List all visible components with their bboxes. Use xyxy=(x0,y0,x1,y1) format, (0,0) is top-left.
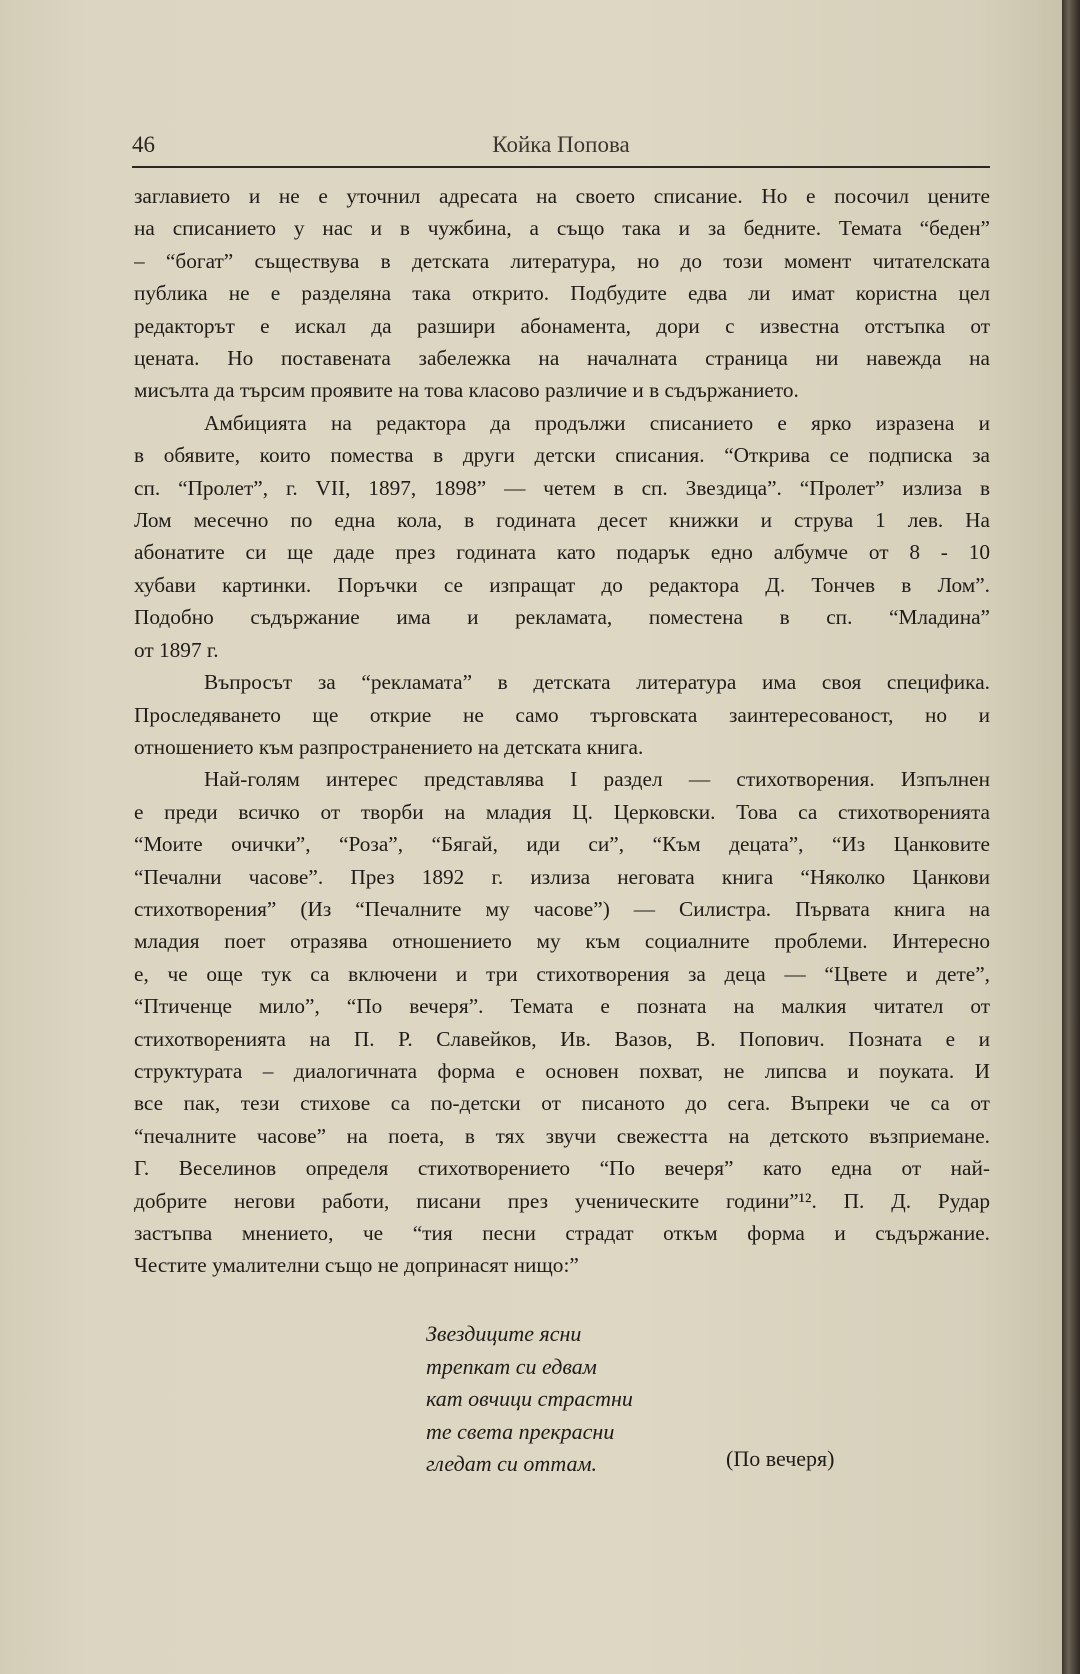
text-line: абонатите си ще даде през годината като подарък едно албумче от 8 - 10 xyxy=(134,540,990,565)
text-line: Проследяването ще открие не само търговската заинтересованост, но и xyxy=(134,702,990,727)
text-line: редакторът е искал да разшири абонамента, дори с известна отстъпка от xyxy=(134,313,990,338)
page-number: 46 xyxy=(132,132,155,157)
text-line: от 1897 г. xyxy=(134,637,219,662)
text-line: Г. Веселинов определя стихотворението “По вечеря” като една от най- xyxy=(134,1156,990,1181)
text-line: заглавието и не е уточнил адресата на своето списание. Но е посочил цените xyxy=(134,184,990,208)
text-line: добрите негови работи, писани през ученическите години”¹². П. Д. Рудар xyxy=(134,1188,990,1213)
paragraph xyxy=(134,666,990,763)
text-line: “печалните часове” на поета, в тях звучи свежестта на детското възприемане. xyxy=(134,1123,990,1148)
text-line: цената. Но поставената забележка на началната страница ни навежда на xyxy=(134,346,990,371)
text-line: “Моите очички”, “Роза”, “Бягай, иди си”, “Към децата”, “Из Цанковите xyxy=(134,832,990,857)
text-line: – “богат” съществува в детската литература, но до този момент читателската xyxy=(134,248,990,273)
text-line: хубави картинки. Поръчки се изпращат до редактора Д. Тончев в Лом”. xyxy=(134,572,990,597)
text-line: публика не е разделяна така открито. Подбудите едва ли имат користна цел xyxy=(134,281,990,306)
poem-line: те света прекрасни xyxy=(426,1418,615,1444)
text-line: “Птиченце мило”, “По вечеря”. Темата е позната на малкия читател от xyxy=(134,994,990,1019)
text-line: застъпва мнението, че “тия песни страдат откъм форма и съдържание. xyxy=(134,1221,990,1245)
poem-line: трепкат си едвам xyxy=(426,1353,597,1379)
text-line: е преди всичко от творби на младия Ц. Церковски. Това са стихотворенията xyxy=(134,799,990,824)
text-line: младия поет отразява отношението му към социалните проблеми. Интересно xyxy=(134,929,990,954)
text-line: стихотворенията на П. Р. Славейков, Ив. Вазов, В. Попович. Позната е и xyxy=(134,1026,990,1051)
text-line: отношението към разпространението на детската книга. xyxy=(134,734,644,759)
text-line: на списанието у нас и в чужбина, а също така и за бедните. Темата “беден” xyxy=(134,216,990,241)
text-line: стихотворения” (Из “Печалните му часове”) — Силистра. Първата книга на xyxy=(134,896,990,921)
text-line: сп. “Пролет”, г. VII, 1897, 1898” — четем в сп. Звездица”. “Пролет” излиза в xyxy=(134,475,990,500)
text-line: Амбицията на редактора да продължи списанието е ярко изразена и xyxy=(204,410,990,435)
text-line: е, че още тук са включени и три стихотворения за деца — “Цвете и дете”, xyxy=(134,961,990,986)
text-line: Най-голям интерес представлява I раздел — стихотворения. Изпълнен xyxy=(204,767,990,792)
text-line: “Печални часове”. През 1892 г. излиза неговата книга “Няколко Цанкови xyxy=(134,864,990,889)
paragraph xyxy=(134,407,990,666)
page-header xyxy=(132,132,990,168)
text-line: все пак, тези стихове са по-детски от писаното до сега. Въпреки че са от xyxy=(134,1091,990,1116)
poem-line: Звездиците ясни xyxy=(426,1321,582,1346)
text-line: Честите умалителни също не допринасят нищо:” xyxy=(134,1253,579,1278)
text-line: Подобно съдържание има и рекламата, поместена в сп. “Младина” xyxy=(134,605,990,630)
poem-line: кат овчици страстни xyxy=(426,1386,633,1411)
text-line: Въпросът за “рекламата” в детската литература има своя специфика. xyxy=(204,670,990,695)
text-line: структурата – диалогичната форма е основен похват, не липсва и поуката. И xyxy=(134,1058,990,1083)
text-line: в обявите, които помества в други детски списания. “Открива се подписка за xyxy=(134,443,990,468)
paragraph xyxy=(134,763,990,1282)
paragraph xyxy=(134,180,990,407)
text-line: Лом месечно по една кола, в годината десет книжки и струва 1 лев. На xyxy=(134,508,990,533)
body-text xyxy=(134,180,990,1282)
poem-line: гледат си оттам. xyxy=(426,1451,598,1476)
book-spine-edge xyxy=(1062,0,1080,1674)
running-title: Койка Попова xyxy=(492,132,630,157)
poem-source: (По вечеря) xyxy=(726,1446,835,1471)
text-line: мисълта да търсим проявите на това класово различие и в съдържанието. xyxy=(134,378,799,403)
